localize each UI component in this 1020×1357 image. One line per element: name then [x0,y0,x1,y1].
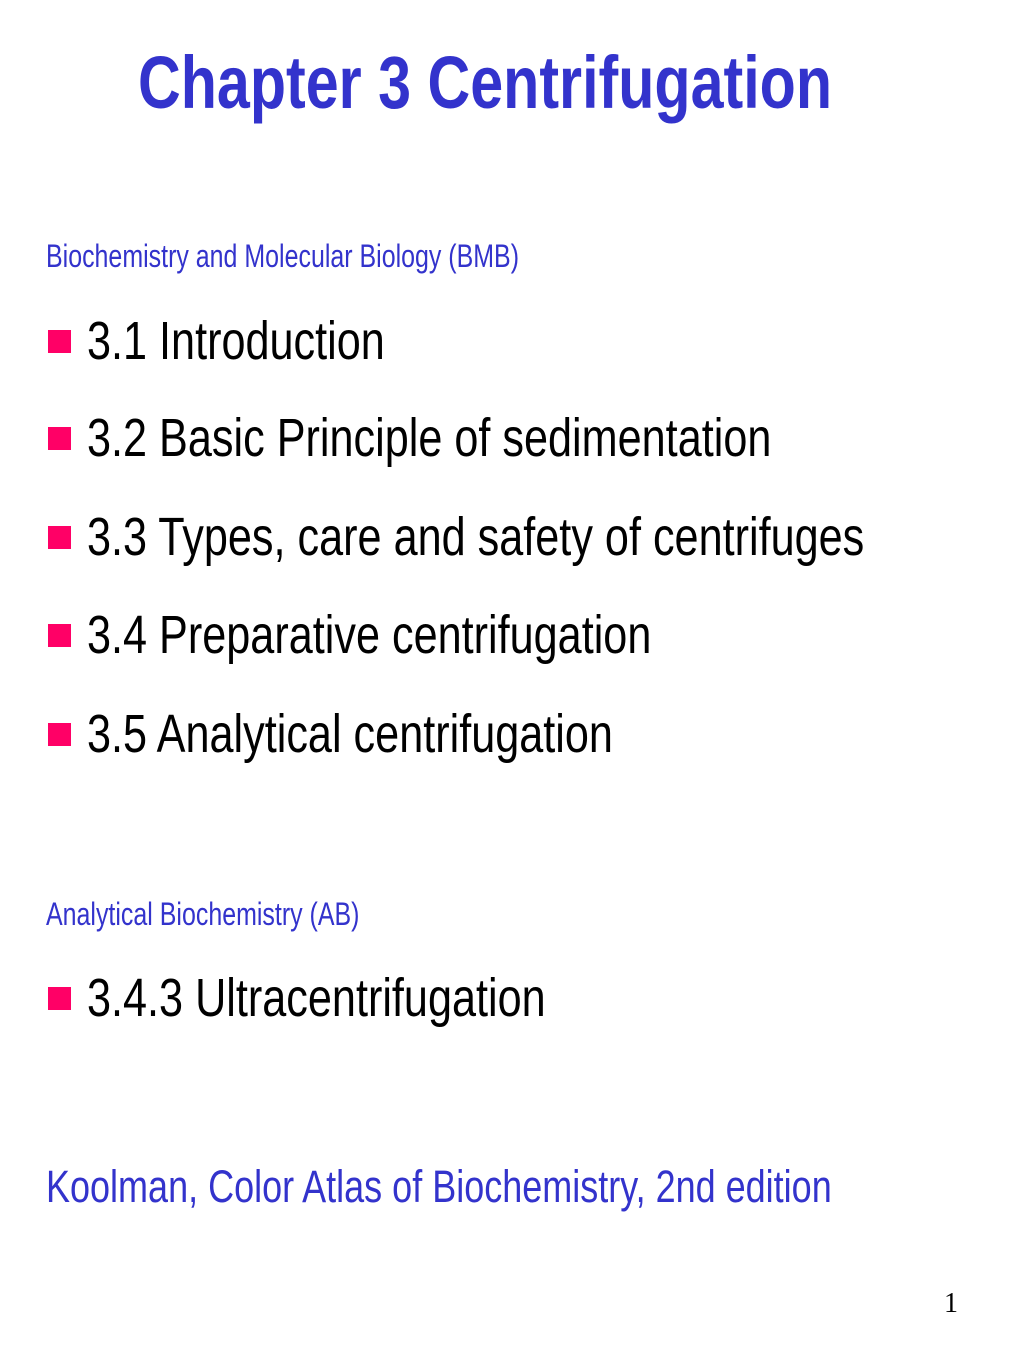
square-bullet-icon [48,723,71,746]
list-item [48,604,792,666]
reference-citation: Koolman, Color Atlas of Biochemistry, 2nd edition [46,1161,832,1212]
slide-title: Chapter 3 Centrifugation [138,41,832,124]
square-bullet-icon [48,330,71,353]
square-bullet-icon [48,526,71,549]
square-bullet-icon [48,987,71,1010]
square-bullet-icon [48,427,71,450]
list-item [48,407,942,469]
list-item-text: 3.2 Basic Principle of sedimentation [87,408,772,468]
list-item-text: 3.4 Preparative centrifugation [87,605,652,665]
list-item-text: 3.3 Types, care and safety of centrifuges [87,507,865,567]
list-item [48,967,660,1029]
list-item [48,703,744,765]
list-item-text: 3.5 Analytical centrifugation [87,704,613,764]
section-label-ab: Analytical Biochemistry (AB) [46,896,360,932]
list-item [48,506,1020,568]
page-number: 1 [944,1288,958,1319]
list-item-text: 3.4.3 Ultracentrifugation [87,968,546,1028]
section-label-bmb: Biochemistry and Molecular Biology (BMB) [46,238,520,274]
square-bullet-icon [48,624,71,647]
list-item [48,310,459,372]
list-item-text: 3.1 Introduction [87,311,385,371]
